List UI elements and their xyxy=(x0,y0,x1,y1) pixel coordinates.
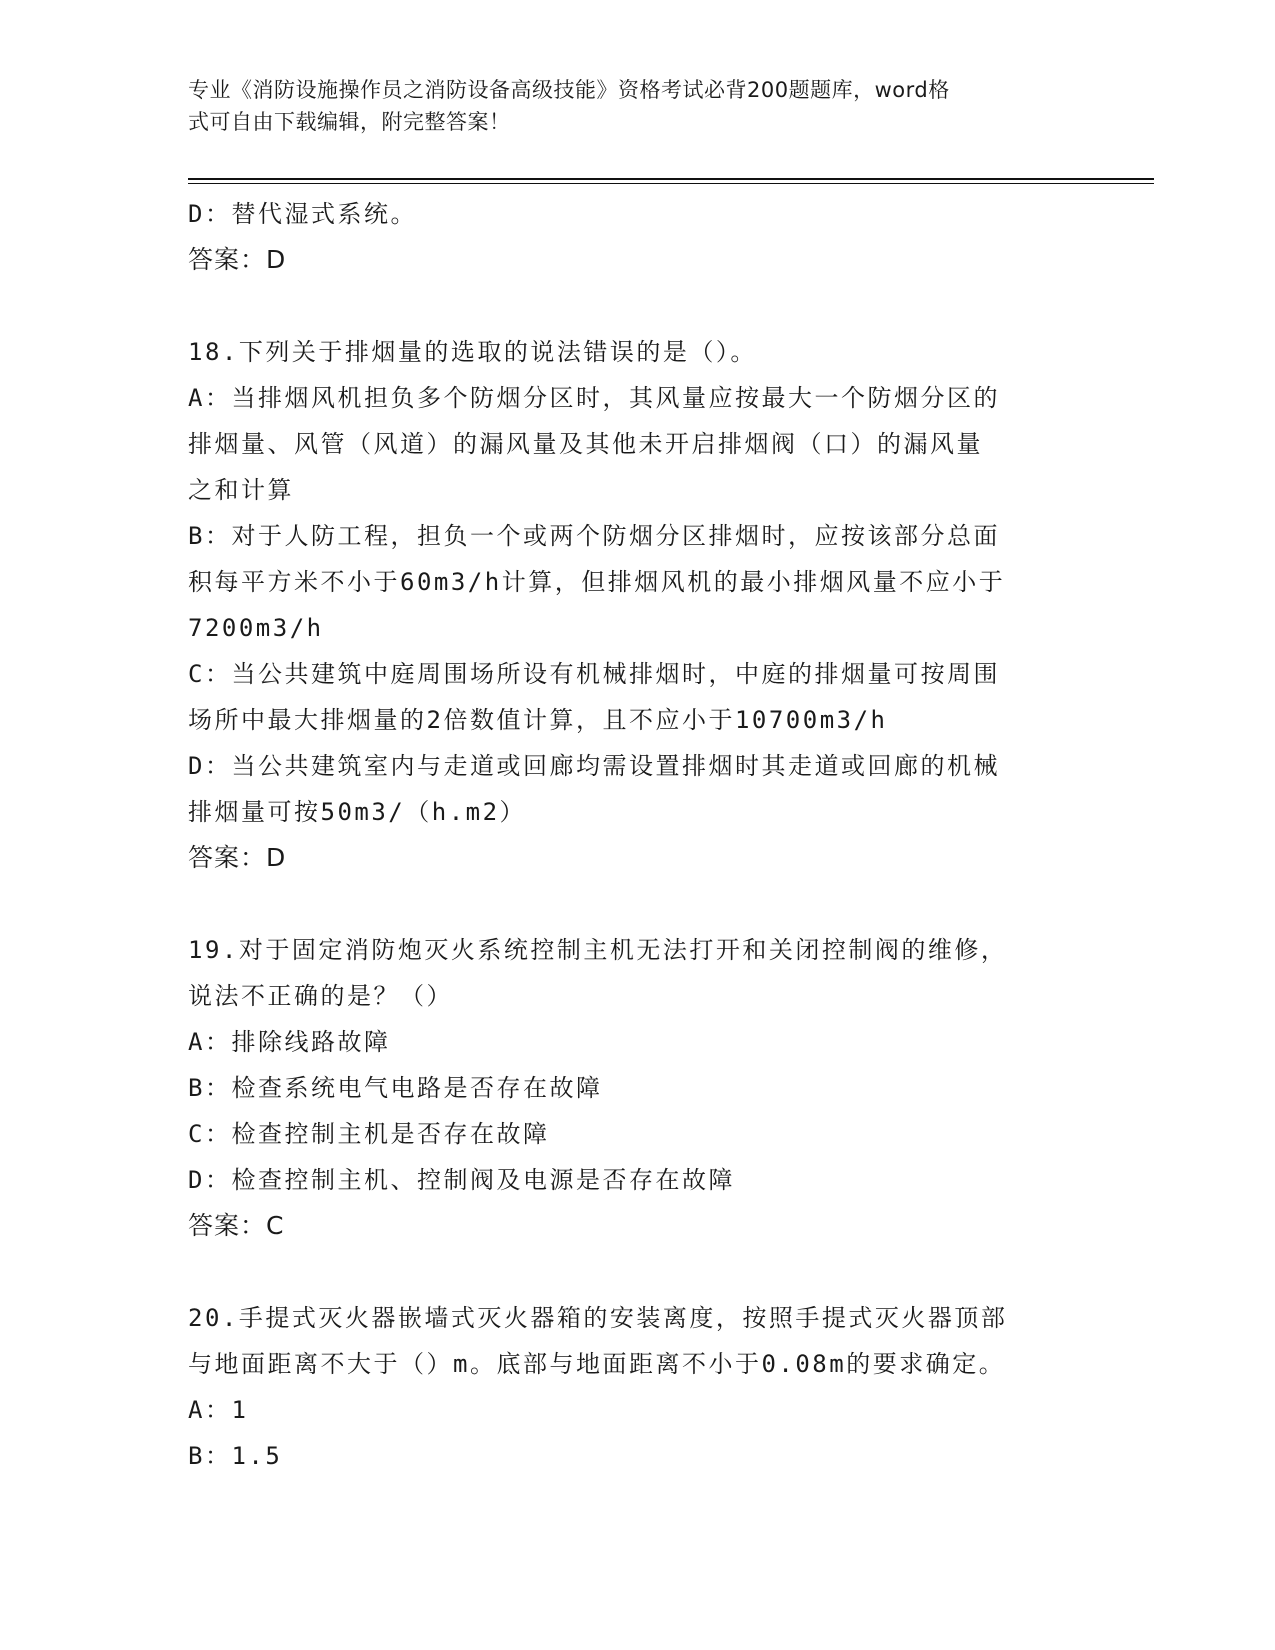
answer-line: 答案：C xyxy=(188,1211,285,1240)
option-a: A：排除线路故障 xyxy=(188,1028,391,1056)
option-c-line: C：当公共建筑中庭周围场所设有机械排烟时，中庭的排烟量可按周围 xyxy=(188,660,1000,688)
header-line-1: 专业《消防设施操作员之消防设备高级技能》资格考试必背200题题库，word格 xyxy=(188,78,950,102)
header-line-2: 式可自由下载编辑，附完整答案！ xyxy=(188,110,511,134)
header-divider-thick xyxy=(188,178,1154,180)
option-d: D：检查控制主机、控制阀及电源是否存在故障 xyxy=(188,1166,735,1194)
option-b-line: 积每平方米不小于60m3/h计算，但排烟风机的最小排烟风量不应小于 xyxy=(188,568,1006,596)
spacer xyxy=(188,881,1088,927)
question-18 xyxy=(188,329,1088,881)
option-a-line: A：当排烟风机担负多个防烟分区时，其风量应按最大一个防烟分区的 xyxy=(188,384,1000,412)
option-a-line: 之和计算 xyxy=(188,476,294,504)
option-b: B：检查系统电气电路是否存在故障 xyxy=(188,1074,603,1102)
spacer xyxy=(188,1249,1088,1295)
header-divider-thin xyxy=(188,183,1154,184)
question-content xyxy=(188,191,1088,1479)
previous-question-tail xyxy=(188,191,1088,283)
option-b-line: B：对于人防工程，担负一个或两个防烟分区排烟时，应按该部分总面 xyxy=(188,522,1000,550)
option-c: C：检查控制主机是否存在故障 xyxy=(188,1120,550,1148)
option-d-line: D：当公共建筑室内与走道或回廊均需设置排烟时其走道或回廊的机械 xyxy=(188,752,1000,780)
question-stem: 20.手提式灭火器嵌墙式灭火器箱的安装离度，按照手提式灭火器顶部 xyxy=(188,1304,1008,1332)
answer-line: 答案：D xyxy=(188,843,287,872)
option-c-line: 场所中最大排烟量的2倍数值计算，且不应小于10700m3/h xyxy=(188,706,888,734)
answer-line: 答案：D xyxy=(188,245,287,274)
option-d: D：替代湿式系统。 xyxy=(188,200,417,228)
option-a: A：1 xyxy=(188,1396,249,1424)
question-stem: 19.对于固定消防炮灭火系统控制主机无法打开和关闭控制阀的维修， xyxy=(188,936,1008,964)
question-stem: 18.下列关于排烟量的选取的说法错误的是（）。 xyxy=(188,338,757,366)
option-d-line: 排烟量可按50m3/（h.m2） xyxy=(188,798,527,826)
question-stem: 说法不正确的是？（） xyxy=(188,982,453,1010)
option-a-line: 排烟量、风管（风道）的漏风量及其他未开启排烟阀（口）的漏风量 xyxy=(188,430,983,458)
spacer xyxy=(188,283,1088,329)
question-stem: 与地面距离不大于（）m。底部与地面距离不小于0.08m的要求确定。 xyxy=(188,1350,1006,1378)
document-header xyxy=(188,74,1068,138)
question-19 xyxy=(188,927,1088,1249)
question-20 xyxy=(188,1295,1088,1479)
option-b-line: 7200m3/h xyxy=(188,614,324,642)
option-b: B：1.5 xyxy=(188,1442,283,1470)
